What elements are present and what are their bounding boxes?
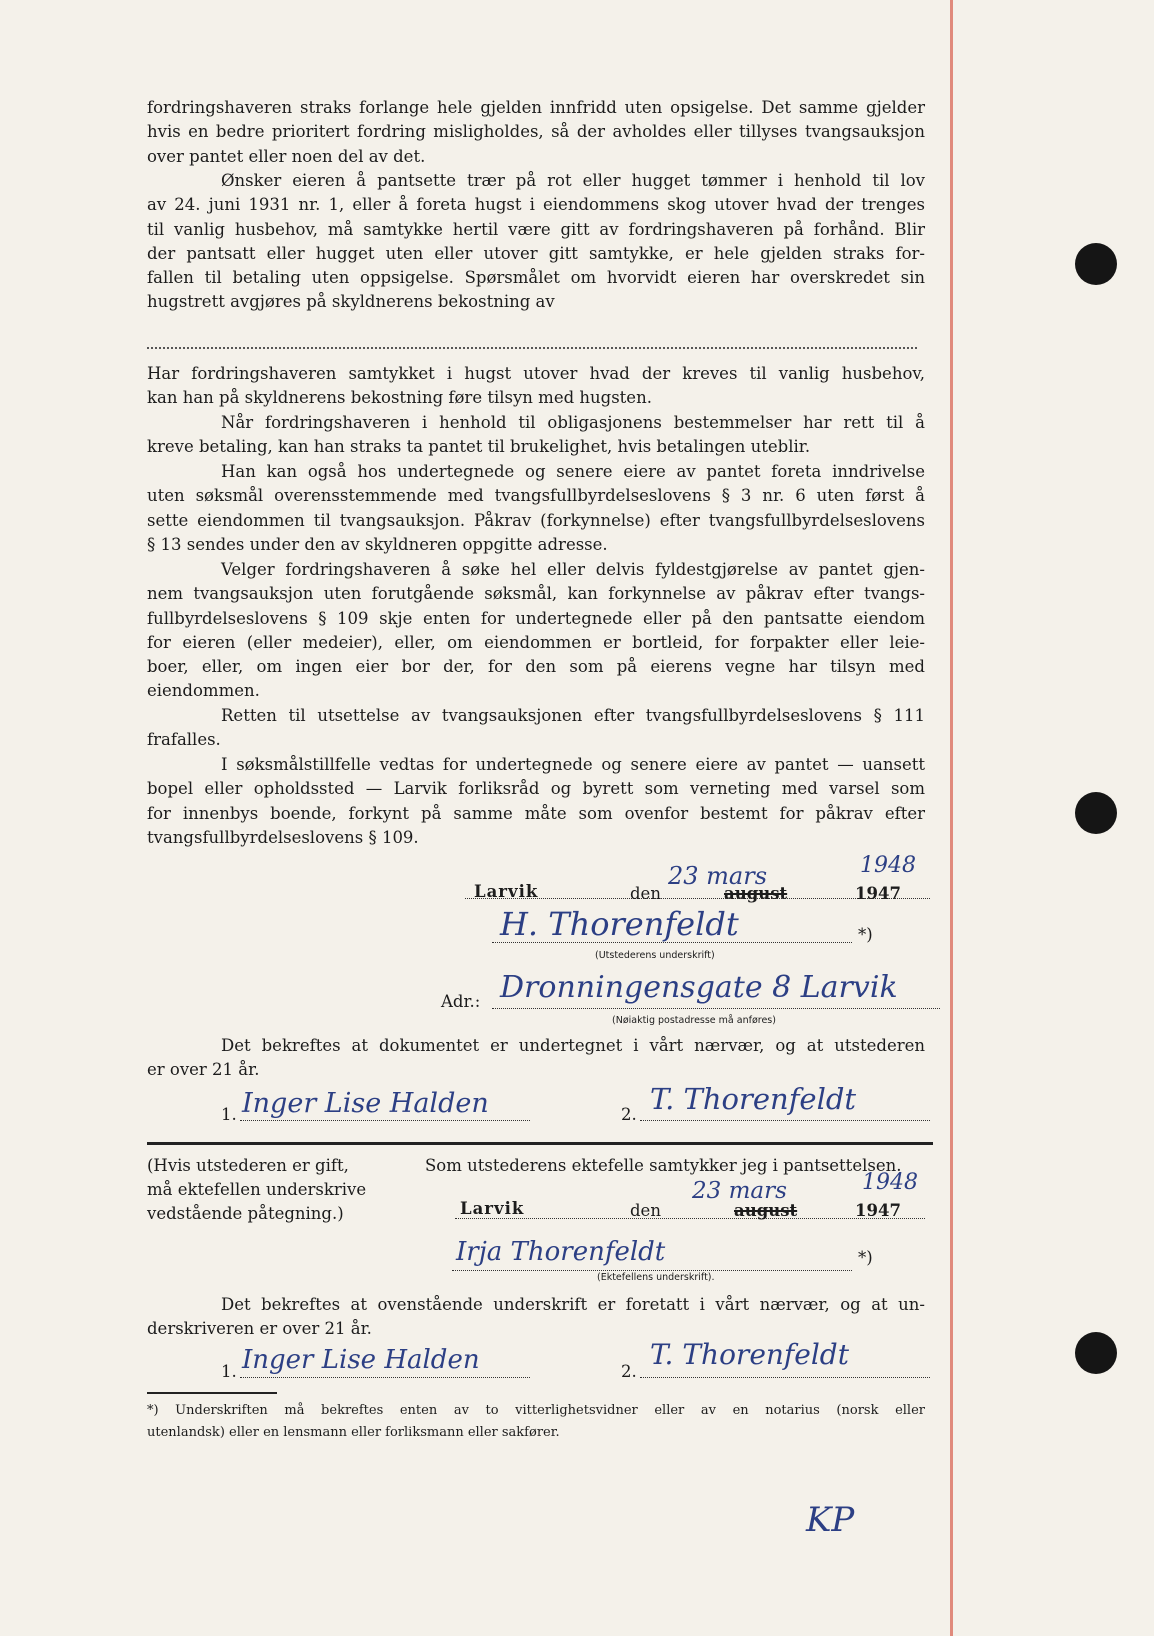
spouse-signature: Irja Thorenfeldt [456,1237,666,1267]
handwritten-date: 23 mars [692,1178,787,1204]
printed-month-struck: august [734,1201,798,1220]
text-line: der pantsatt eller hugget uten eller utover gitt samtykke, er hele gjelden straks for- [147,243,925,263]
text-line: eiendommen. [147,681,260,701]
witness-dotted-line [640,1120,930,1121]
paragraph-venue [147,753,925,850]
text-line: bopel eller opholdssted — Larvik forliksråd og byrett som verneting med varsel som [147,779,925,799]
printed-year: 1947 [855,1201,901,1220]
text-line: I søksmålstillfelle vedtas for undertegnede og senere eiere av pantet — uansett [221,755,925,774]
witness-dotted-line [240,1120,530,1121]
issuer-signature: H. Thorenfeldt [500,905,739,943]
handwritten-initials: KP [806,1500,855,1540]
printed-month-struck: august [724,884,788,903]
witness-number: 2. [621,1105,637,1124]
handwritten-year: 1948 [862,1170,918,1195]
punch-hole [1075,792,1117,834]
text-line: Velger fordringshaveren å søke hel eller delvis fyldestgjørelse av pantet gjen- [221,560,925,579]
witness-1-signature: Inger Lise Halden [242,1088,489,1119]
spouse-note-line: må ektefellen underskrive [147,1180,367,1199]
text-line: Det bekreftes at dokumentet er undertegnet i vårt nærvær, og at utstederen [221,1036,925,1055]
text-line: til vanlig husbehov, må samtykke hertil være gitt av fordringshaveren på forhånd. Blir [147,219,925,239]
spouse-note-line: vedstående påtegning.) [147,1204,344,1223]
witness-statement-2 [147,1293,925,1342]
text-line: over pantet eller noen del av det. [147,146,426,166]
paragraph-auction [147,558,925,704]
text-line: boer, eller, om ingen eier bor der, for den som på eierens vegne har tilsyn med [147,657,925,677]
text-line: utenlandsk) eller en lensmann eller forliksmann eller sakfører. [147,1425,560,1440]
text-line: Retten til utsettelse av tvangsauksjonen efter tvangsfullbyrdelseslovens § 111 [221,706,925,725]
text-line: Ønsker eieren å pantsette trær på rot eller hugget tømmer i henhold til lov [221,171,925,190]
footnote-rule [147,1392,277,1394]
paragraph-supervision [147,362,925,411]
witness-number: 1. [221,1362,237,1381]
text-line: Når fordringshaveren i henhold til obligasjonens bestemmelser har rett til å [221,413,925,432]
text-line: fullbyrdelseslovens § 109 skje enten for undertegnede eller på den pantsatte eiendom [147,608,925,628]
text-line: derskriveren er over 21 år. [147,1319,372,1339]
footnote-marker: *) [858,1248,873,1267]
witness-2-signature: T. Thorenfeldt [650,1082,857,1116]
punch-hole [1075,1332,1117,1374]
footnote [147,1400,925,1444]
text-line: Det bekreftes at ovenstående underskrift er foretatt i vårt nærvær, og at un- [221,1295,925,1314]
text-line: av 24. juni 1931 nr. 1, eller å foreta hugst i eiendommens skog utover hvad der trenges [147,195,925,215]
section-divider [147,1142,933,1145]
witness-statement-1 [147,1034,925,1083]
address-dotted-line [492,1008,940,1009]
text-line: tvangsfullbyrdelseslovens § 109. [147,827,419,847]
handwritten-date: 23 mars [668,862,768,890]
witness-number: 1. [221,1105,237,1124]
text-line: for innenbys boende, forkynt på samme måte som ovenfor bestemt for påkrav efter [147,803,925,823]
text-line: er over 21 år. [147,1060,260,1080]
signature-dotted-line [452,1270,852,1271]
text-line: fallen til betaling uten oppsigelse. Spørsmålet om hvorvidt eieren har overskredet sin [147,268,925,288]
spouse-note-line: (Hvis utstederen er gift, [147,1156,349,1175]
text-line: for eieren (eller medeier), eller, om eiendommen er bortleid, for forpakter eller leie- [147,632,925,652]
text-line: *) Underskriften må bekreftes enten av to vitterlighetsvidner eller av en notarius (norsk eller [147,1403,925,1418]
paragraph-payment [147,411,925,460]
text-line: frafalles. [147,730,221,750]
witness-2-signature: T. Thorenfeldt [650,1338,849,1371]
date-label: den [630,1201,661,1220]
text-line: § 13 sendes under den av skyldneren oppgitte adresse. [147,534,608,554]
paragraph-enforcement [147,460,925,557]
witness-dotted-line [640,1377,930,1378]
text-line: fordringshaveren straks forlange hele gjelden innfridd uten opsigelse. Det samme gjelder [147,98,925,117]
witness-number: 2. [621,1362,637,1381]
text-line: hugstrett avgjøres på skyldnerens bekostning av [147,292,555,312]
printed-year: 1947 [855,884,901,903]
dotted-fill-line [147,347,917,349]
place-name: Larvik [460,1199,525,1218]
text-line: uten søksmål overensstemmende med tvangsfullbyrdelseslovens § 3 nr. 6 uten først å [147,486,925,506]
place-name: Larvik [474,882,539,901]
text-line: hvis en bedre prioritert fordring misligholdes, så der avholdes eller tillyses tvangsauksjon [147,122,925,142]
spouse-consent-text: Som utstederens ektefelle samtykker jeg i pantsettelsen. [425,1156,902,1175]
witness-dotted-line [240,1377,530,1378]
text-line: Han kan også hos undertegnede og senere eiere av pantet foreta inndrivelse [221,462,925,481]
spouse-caption: (Ektefellens underskrift). [597,1272,715,1283]
handwritten-year: 1948 [860,853,916,878]
footnote-marker: *) [858,925,873,944]
text-line: sette eiendommen til tvangsauksjon. Påkrav (forkynnelse) efter tvangsfullbyrdelseslovens [147,510,925,530]
paragraph-default-clause [147,96,925,169]
text-line: nem tvangsauksjon uten forutgående søksmål, kan forkynnelse av påkrav efter tvangs- [147,584,925,604]
text-line: kan han på skyldnerens bekostning føre tilsyn med hugsten. [147,388,652,408]
handwritten-address: Dronningensgate 8 Larvik [500,970,898,1005]
issuer-caption: (Utstederens underskrift) [595,950,715,961]
paragraph-timber-clause [147,169,925,315]
witness-1-signature: Inger Lise Halden [242,1345,480,1375]
date-label: den [630,884,661,903]
address-caption: (Nøiaktig postadresse må anføres) [612,1015,776,1026]
text-line: Har fordringshaveren samtykket i hugst utover hvad der kreves til vanlig husbehov, [147,364,925,383]
address-label: Adr.: [441,992,481,1011]
red-margin-line [950,0,953,1636]
punch-hole [1075,243,1117,285]
text-line: kreve betaling, kan han straks ta pantet til brukelighet, hvis betalingen uteblir. [147,437,811,457]
paragraph-postponement [147,704,925,753]
